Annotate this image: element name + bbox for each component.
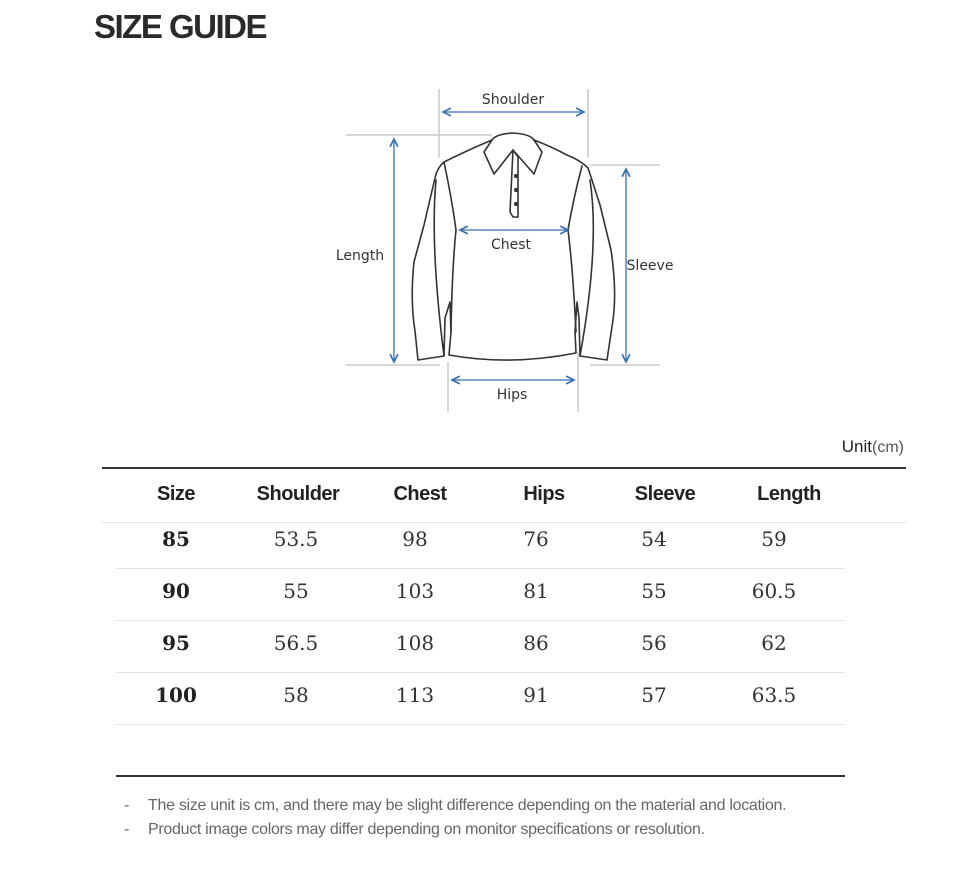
cell-length: 59 (761, 527, 787, 551)
note-bullet: - (124, 821, 130, 838)
notes-list (124, 797, 786, 845)
cell-chest: 108 (395, 631, 435, 655)
note-item (124, 821, 786, 845)
note-text: The size unit is cm, and there may be slight difference depending on the material and location. (148, 797, 787, 814)
cell-length: 60.5 (751, 579, 797, 603)
shirt-measurement-diagram (0, 0, 960, 430)
cell-shoulder: 58 (283, 683, 309, 707)
header-shoulder: Shoulder (256, 483, 340, 505)
cell-shoulder: 56.5 (273, 631, 319, 655)
hips-label: Hips (496, 387, 528, 403)
sleeve-label: Sleeve (626, 258, 674, 274)
cell-chest: 113 (395, 683, 435, 707)
cell-sleeve: 55 (641, 579, 667, 603)
table-row (116, 568, 845, 621)
cell-shoulder: 55 (283, 579, 309, 603)
note-item (124, 797, 786, 821)
table-row (116, 672, 845, 725)
cell-hips: 76 (523, 527, 549, 551)
header-chest: Chest (393, 483, 447, 505)
header-hips: Hips (523, 483, 565, 505)
cell-hips: 81 (523, 579, 549, 603)
shoulder-label: Shoulder (481, 92, 545, 108)
unit-value: (cm) (872, 439, 904, 456)
table-row (116, 620, 845, 673)
table-row (116, 516, 845, 569)
cell-hips: 86 (523, 631, 549, 655)
length-label: Length (335, 248, 385, 264)
cell-sleeve: 56 (641, 631, 667, 655)
cell-size: 85 (162, 527, 190, 551)
unit-indicator (842, 437, 904, 457)
chest-label: Chest (490, 237, 532, 253)
unit-label: Unit (841, 437, 873, 456)
cell-length: 62 (761, 631, 787, 655)
cell-hips: 91 (523, 683, 549, 707)
header-length: Length (757, 483, 821, 505)
cell-sleeve: 54 (641, 527, 667, 551)
header-size: Size (156, 483, 196, 505)
cell-sleeve: 57 (641, 683, 667, 707)
table-bottom-rule (116, 775, 845, 777)
cell-size: 95 (162, 631, 190, 655)
note-text: Product image colors may differ depending on monitor specifications or resolution. (148, 821, 705, 838)
cell-size: 100 (155, 683, 197, 707)
cell-size: 90 (162, 579, 190, 603)
cell-shoulder: 53.5 (273, 527, 319, 551)
cell-chest: 103 (395, 579, 435, 603)
note-bullet: - (124, 797, 130, 814)
cell-chest: 98 (402, 527, 428, 551)
cell-length: 63.5 (751, 683, 797, 707)
table-header-row (102, 469, 906, 523)
header-sleeve: Sleeve (634, 483, 696, 505)
page-title: SIZE GUIDE (94, 8, 267, 45)
